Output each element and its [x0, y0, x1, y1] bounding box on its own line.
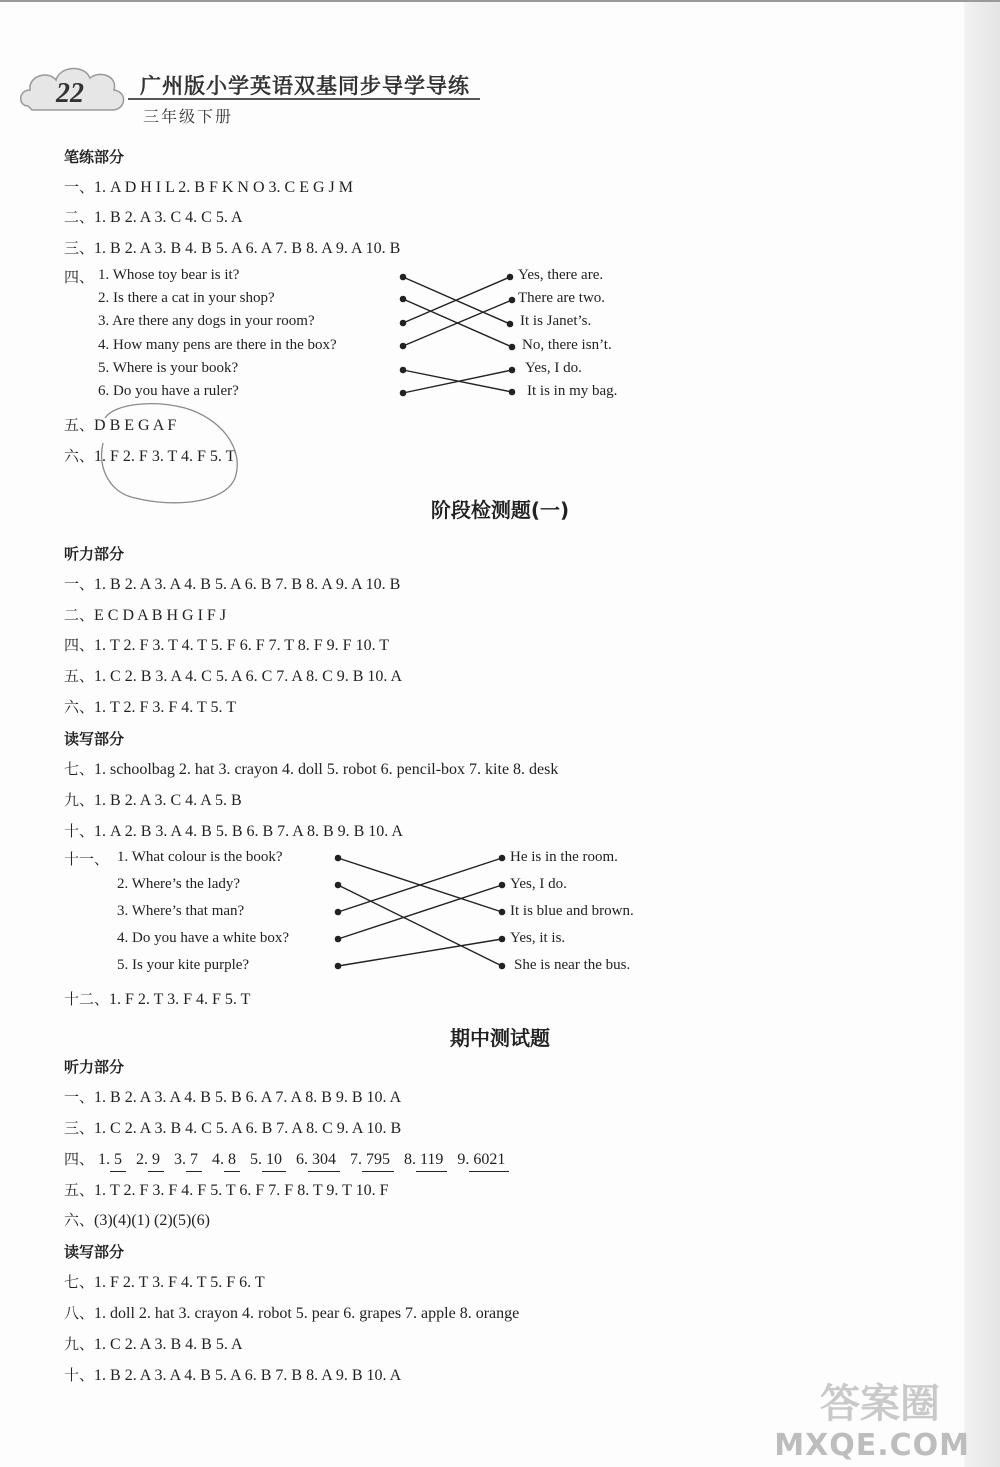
item-number: 4.: [212, 1151, 225, 1168]
answer-row: [64, 1179, 388, 1202]
match-answer: It is in my bag.: [527, 383, 618, 399]
question-number: 七、: [64, 1273, 95, 1291]
match-question: 4. Do you have a white box?: [117, 930, 290, 946]
blank-answer: 304: [308, 1149, 340, 1172]
section-heading: 听力部分: [64, 545, 125, 563]
match-answer: Yes, it is.: [510, 930, 566, 946]
match-answer: It is Janet’s.: [520, 313, 592, 329]
question-number: 一、: [64, 1088, 95, 1106]
question-number: 五、: [64, 667, 95, 685]
item-number: 6.: [296, 1151, 309, 1168]
match-answer: It is blue and brown.: [510, 903, 634, 919]
match-answer: Yes, there are.: [518, 267, 604, 283]
question-number: 四、: [64, 636, 95, 654]
answer-row: [64, 573, 400, 596]
question-number: 六、: [64, 447, 95, 465]
question-number: 十一、: [64, 850, 110, 868]
answer-row: [64, 1271, 265, 1294]
match-question: 6. Do you have a ruler?: [98, 383, 239, 399]
match-answer: There are two.: [518, 290, 606, 306]
match-question: 1. Whose toy bear is it?: [98, 267, 240, 283]
match-answer: Yes, I do.: [525, 360, 582, 376]
blank-answer: 9: [148, 1149, 164, 1172]
answer-row: [64, 634, 389, 657]
question-number: 十、: [64, 1366, 95, 1384]
answer-text: 1. F 2. F 3. T 4. F 5. T: [94, 448, 236, 465]
watermark-url: MXQE.COM: [774, 1428, 970, 1463]
match-answer: She is near the bus.: [514, 957, 631, 973]
question-number: 七、: [64, 760, 95, 778]
answer-text: 1. schoolbag 2. hat 3. crayon 4. doll 5. robot 6. pencil-box 7. kite 8. desk: [94, 761, 559, 778]
match-question: 3. Are there any dogs in your room?: [98, 313, 315, 329]
match-question: 2. Is there a cat in your shop?: [98, 290, 275, 306]
answer-row: [64, 820, 403, 843]
answer-row: [64, 604, 226, 627]
book-subtitle: 三年级下册: [143, 107, 234, 126]
answer-row: [64, 1209, 210, 1232]
page-number: 22: [56, 78, 84, 109]
answer-text: 1. C 2. A 3. B 4. B 5. A: [94, 1336, 243, 1353]
match-question: 5. Where is your book?: [98, 360, 239, 376]
item-number: 9.: [457, 1151, 470, 1168]
match-question: 1. What colour is the book?: [117, 849, 283, 865]
answer-text: 1. F 2. T 3. F 4. F 5. T: [109, 991, 251, 1008]
book-title: 广州版小学英语双基同步导学导练: [140, 74, 470, 98]
answer-text: 1. B 2. A 3. A 4. B 5. A 6. B 7. B 8. A 9. A 10. B: [94, 576, 401, 593]
question-number: 五、: [64, 416, 95, 434]
answer-text: 1. T 2. F 3. T 4. T 5. F 6. F 7. T 8. F 9. F 10. T: [94, 637, 390, 654]
answer-text: 1. B 2. A 3. B 4. B 5. A 6. A 7. B 8. A 9. A 10. B: [94, 240, 401, 257]
match-answer: He is in the room.: [510, 849, 618, 865]
blank-answer: 10: [262, 1149, 286, 1172]
section-heading: 读写部分: [64, 730, 125, 748]
answer-row: [64, 1333, 243, 1356]
blank-answer: 795: [362, 1149, 394, 1172]
question-number: 十二、: [64, 990, 110, 1008]
answer-row: [64, 758, 558, 781]
item-number: 3.: [174, 1151, 187, 1168]
answer-row: [64, 1117, 401, 1140]
watermark-logo: 答案圈: [820, 1381, 940, 1427]
match-answer: No, there isn’t.: [522, 337, 612, 353]
question-number: 六、: [64, 698, 95, 716]
match-question: 4. How many pens are there in the box?: [98, 337, 337, 353]
answer-row: [64, 665, 402, 688]
question-number: 三、: [64, 1119, 95, 1137]
item-number: 7.: [350, 1151, 363, 1168]
answer-text: 1. A 2. B 3. A 4. B 5. B 6. B 7. A 8. B 9. B 10. A: [94, 823, 403, 840]
match-question: 3. Where’s that man?: [117, 903, 245, 919]
question-number: 五、: [64, 1181, 95, 1199]
answer-text: 1. B 2. A 3. A 4. B 5. B 6. A 7. A 8. B 9. B 10. A: [94, 1089, 402, 1106]
question-number: 一、: [64, 178, 95, 196]
question-number: 九、: [64, 1335, 95, 1353]
blank-answer: 8: [224, 1149, 240, 1172]
answer-text: E C D A B H G I F J: [94, 607, 227, 624]
answer-text: D B E G A F: [94, 417, 177, 434]
question-number: 一、: [64, 575, 95, 593]
answer-row: [64, 1364, 401, 1387]
question-number: 四、: [64, 268, 95, 286]
question-number: 九、: [64, 791, 95, 809]
answer-row: [64, 789, 242, 812]
answer-text: 1. B 2. A 3. A 4. B 5. A 6. B 7. B 8. A 9. B 10. A: [94, 1367, 402, 1384]
question-number: 八、: [64, 1304, 95, 1322]
blank-answer: 6021: [469, 1149, 509, 1172]
section-title: 期中测试题: [450, 1026, 550, 1050]
item-number: 1.: [98, 1151, 111, 1168]
answer-text: 1. T 2. F 3. F 4. T 5. T: [94, 699, 236, 716]
numbers-row: [64, 1148, 515, 1172]
question-number: 三、: [64, 239, 95, 257]
blank-answer: 5: [110, 1149, 126, 1172]
answer-text: 1. C 2. B 3. A 4. C 5. A 6. C 7. A 8. C 9. B 10. A: [94, 668, 403, 685]
item-number: 5.: [250, 1151, 263, 1168]
answer-text: 1. A D H I L 2. B F K N O 3. C E G J M: [94, 179, 353, 196]
question-number: 十、: [64, 822, 95, 840]
answer-text: (3)(4)(1) (2)(5)(6): [94, 1212, 210, 1229]
question-number: 六、: [64, 1211, 95, 1229]
answer-text: 1. T 2. F 3. F 4. F 5. T 6. F 7. F 8. T 9. T 10. F: [94, 1182, 389, 1199]
answer-row: [64, 1086, 401, 1109]
answer-text: 1. C 2. A 3. B 4. C 5. A 6. B 7. A 8. C 9. A 10. B: [94, 1120, 402, 1137]
match-question: 5. Is your kite purple?: [117, 957, 250, 973]
match-answer: Yes, I do.: [510, 876, 567, 892]
answer-row: [64, 696, 236, 719]
section-heading: 读写部分: [64, 1243, 125, 1261]
blank-answer: 119: [416, 1149, 447, 1172]
question-number: 二、: [64, 606, 95, 624]
answer-text: 1. B 2. A 3. C 4. C 5. A: [94, 209, 243, 226]
section-title: 阶段检测题(一): [430, 498, 570, 522]
match-question: 2. Where’s the lady?: [117, 876, 241, 892]
item-number: 2.: [136, 1151, 149, 1168]
question-number: 二、: [64, 208, 95, 226]
answer-text: 1. doll 2. hat 3. crayon 4. robot 5. pear 6. grapes 7. apple 8. orange: [94, 1305, 520, 1322]
answer-text: 1. B 2. A 3. C 4. A 5. B: [94, 792, 242, 809]
answer-text: 1. F 2. T 3. F 4. T 5. F 6. T: [94, 1274, 265, 1291]
answer-row: [64, 1302, 519, 1325]
section-heading: 笔练部分: [64, 148, 125, 166]
blank-answer: 7: [186, 1149, 202, 1172]
item-number: 8.: [404, 1151, 417, 1168]
pencil-scribble: [95, 398, 245, 508]
question-number: 四、: [64, 1150, 95, 1168]
section-heading: 听力部分: [64, 1058, 125, 1076]
answer-row: [64, 988, 250, 1011]
